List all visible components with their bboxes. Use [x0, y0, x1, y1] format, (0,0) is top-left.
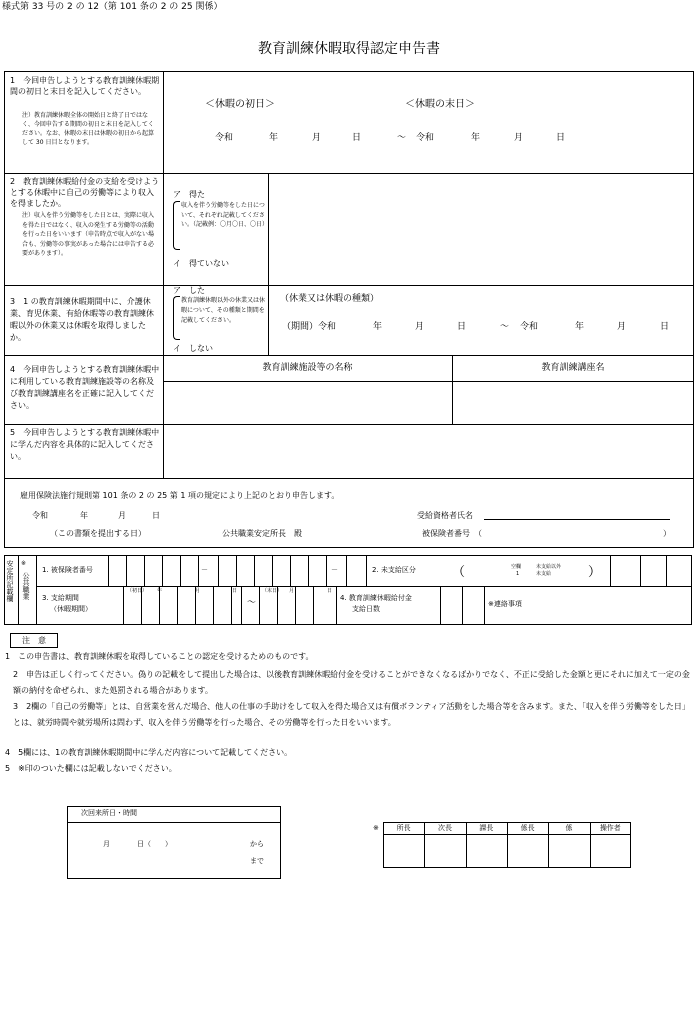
s2-option-a-note: 収入を伴う労働等をした日について、それぞれ記載してください。（記載例：〇月〇日、〇日）: [181, 202, 269, 228]
s3-last-day-unit: 日: [660, 322, 670, 332]
applicant-name-label: 受給資格者氏名: [417, 511, 473, 520]
s1-last-label: ＜休暇の末日＞: [405, 99, 475, 110]
applicant-name-field[interactable]: [484, 519, 670, 520]
stamp-cell-1[interactable]: [425, 835, 464, 867]
s3-last-year-unit: 年: [575, 322, 585, 332]
declaration-text: 雇用保険法施行規則第 101 条の 2 の 25 第 1 項の規定により上記のとおり申告します。: [20, 491, 340, 500]
office-f3-label-1: 3. 支給期間: [42, 594, 79, 602]
s3-kind-label: （休業又は休暇の種類）: [280, 294, 380, 304]
stamp-header-3: 係長: [520, 824, 535, 832]
stamp-header-1: 次長: [437, 824, 452, 832]
unpaid-option-1: 1: [516, 571, 520, 577]
stamp-mark: ※: [373, 824, 379, 832]
insured-number-input[interactable]: [498, 527, 658, 539]
note-item-1: 1 この申告書は、教育訓練休暇を取得していることの認定を受けるためのものです。: [5, 652, 314, 661]
s3-period-label: （期間）: [282, 322, 319, 332]
office-paren-close: ）: [588, 565, 602, 580]
office-f4-label-2: 支給日数: [352, 605, 380, 613]
next-visit-day: 日（ ）: [137, 840, 172, 848]
office-f3-first-month-unit: 月: [195, 588, 201, 594]
s3-question: 3 1 の教育訓練休暇期間中に、介護休業、育児休業、有給休暇等の教育訓練休暇以外の休業又は休暇を取得しましたか。: [10, 297, 154, 342]
s2-note: 注）収入を伴う労働等をした日とは、実際に収入を得た日ではなく、収入の発生する労働等の活動を行った日をいいます（申告時点で収入がない場合も、労働等の事実があった場合には申告する必要があります）。: [22, 212, 155, 257]
s1-last-day-unit: 日: [556, 133, 566, 143]
s3-last-month-unit: 月: [617, 322, 627, 332]
s3-last-era: 令和: [520, 322, 539, 332]
s2-question: 2 教育訓練休暇給付金の支給を受けようとする休暇中に自己の労働等により収入を得ましたか。: [10, 177, 160, 208]
note-item-2: 2 申告は正しく行ってください。偽りの記載をして提出した場合は、以後教育訓練休暇給付金を受けることができなくなるばかりでなく、不正に受給した金額と更にそれに加えて一定の金額の納付を命ぜられ、また処罰される場合があります。: [13, 670, 690, 695]
next-visit-until: まで: [250, 857, 264, 865]
s2-option-a: ア 得た: [173, 190, 205, 199]
s4-facility-input[interactable]: [166, 384, 449, 421]
office-f4-label-1: 4. 教育訓練休暇給付金: [340, 594, 412, 602]
declaration-office: 公共職業安定所長 殿: [222, 529, 302, 538]
stamp-header-4: 係: [565, 824, 573, 832]
office-paren-open: （: [452, 565, 466, 580]
office-f3-last-day-unit: 日: [327, 588, 333, 594]
s2-days-input[interactable]: [271, 176, 691, 282]
next-visit-from: から: [250, 840, 264, 848]
office-initial-day: （初日）: [127, 588, 148, 594]
s5-question: 5 今回申告しようとする教育訓練休暇中に学んだ内容を具体的に記入してください。: [10, 428, 160, 461]
s4-col-course: 教育訓練講座名: [541, 363, 605, 373]
stamp-header-2: 課長: [479, 824, 494, 832]
office-dash-1: －: [201, 566, 208, 574]
s1-note: 注）教育訓練休暇全体の開始日と終了日ではなく、今回申告する期間の初日と末日を記入してください。なお、休暇の末日は休暇の初日から起算して 30 日目となります。: [22, 112, 155, 146]
stamp-cell-0[interactable]: [384, 835, 423, 867]
insured-number-label: 被保険者番号 （: [422, 529, 482, 538]
office-last-day: （末日）: [262, 588, 283, 594]
note-item-4: 4 5欄には、1の教育訓練休暇期間中に学んだ内容について記載してください。: [5, 748, 293, 757]
s1-first-label: ＜休暇の初日＞: [205, 99, 275, 110]
unpaid-option-1-text: 未支給: [536, 571, 552, 577]
s3-first-month-unit: 月: [415, 322, 425, 332]
s1-first-month-unit: 月: [312, 133, 322, 143]
notes-title: 注 意: [22, 636, 46, 645]
insured-number-close: ）: [663, 529, 671, 538]
form-title: 教育訓練休暇取得認定申告書: [258, 41, 440, 57]
declaration-era: 令和: [32, 511, 48, 520]
declaration-month-unit: 月: [118, 511, 126, 520]
office-side-mark: ※: [21, 560, 27, 567]
s3-first-year-unit: 年: [373, 322, 383, 332]
s1-last-year-unit: 年: [471, 133, 481, 143]
office-f3-first-year-unit: 年: [157, 588, 163, 594]
declaration-day-unit: 日: [152, 511, 160, 520]
stamp-header-5: 操作者: [599, 824, 621, 832]
s1-first-day-unit: 日: [352, 133, 362, 143]
unpaid-option-blank: 空欄: [511, 564, 522, 570]
office-renraku: ※連絡事項: [488, 600, 522, 608]
office-f3-last-month-unit: 月: [289, 588, 295, 594]
office-f3-first-day-unit: 日: [232, 588, 238, 594]
s4-question: 4 今回申告しようとする教育訓練休暇中に利用している教育訓練施設等の名称及び教育訓練講座名を正確に記入してください。: [10, 365, 160, 410]
s4-course-input[interactable]: [455, 384, 691, 421]
s4-col-facility: 教育訓練施設等の名称: [262, 363, 353, 373]
next-visit-month: 月: [103, 840, 110, 848]
s5-content-input[interactable]: [166, 427, 691, 475]
s2-option-i: イ 得ていない: [173, 259, 229, 268]
s1-period-input[interactable]: [166, 74, 691, 170]
stamp-cell-3[interactable]: [508, 835, 547, 867]
s3-option-a-note: 教育訓練休暇以外の休業又は休暇について、その種類と期間を記載してください。: [181, 297, 266, 324]
declaration-submit-date: （この書類を提出する日）: [50, 529, 146, 538]
office-side-label-2: 公共職業: [22, 572, 30, 600]
s3-tilde: ～: [500, 322, 510, 332]
stamp-cell-5[interactable]: [591, 835, 630, 867]
s3-leave-input[interactable]: [271, 288, 691, 352]
office-dash-2: －: [331, 566, 338, 574]
s3-first-day-unit: 日: [457, 322, 467, 332]
s1-question: 1 今回申告しようとする教育訓練休暇期間の初日と末日を記入してください。: [10, 76, 160, 96]
form-id: 様式第 33 号の 2 の 12（第 101 条の 2 の 25 関係）: [2, 2, 223, 12]
stamp-header-0: 所長: [396, 824, 411, 832]
next-visit-title: 次回来所日・時間: [81, 809, 137, 817]
s3-option-a: ア した: [173, 286, 205, 295]
s1-last-era: 令和: [416, 133, 435, 143]
s1-tilde: ～: [397, 133, 407, 143]
note-item-3: 3 2欄の「自己の労働等」とは、自営業を営んだ場合、他人の仕事の手助けをして収入を得た場合又は有償ボランティア活動をした場合等を含みます。また、「収入を伴う労働等をした日」とは、就労時間や就労場所は問わず、収入を伴う労働等を行った場合、その労働等を行った日をいいます。: [13, 702, 690, 727]
s3-first-era: 令和: [318, 322, 337, 332]
office-f3-tilde: ～: [247, 598, 257, 608]
declaration-year-unit: 年: [80, 511, 88, 520]
stamp-cell-4[interactable]: [549, 835, 588, 867]
s1-first-year-unit: 年: [269, 133, 279, 143]
s1-last-month-unit: 月: [514, 133, 524, 143]
s3-option-i: イ しない: [173, 344, 213, 353]
stamp-cell-2[interactable]: [467, 835, 506, 867]
office-f1-label: 1. 被保険者番号: [42, 566, 93, 574]
office-f3-label-2: （休暇期間）: [50, 605, 92, 613]
note-item-5: 5 ※印のついた欄には記載しないでください。: [5, 764, 177, 773]
office-side-label: 安定所記載欄: [6, 560, 14, 602]
s1-first-era: 令和: [215, 133, 234, 143]
office-f2-label: 2. 未支給区分: [372, 566, 416, 574]
unpaid-option-blank-text: 未支給以外: [536, 564, 562, 570]
